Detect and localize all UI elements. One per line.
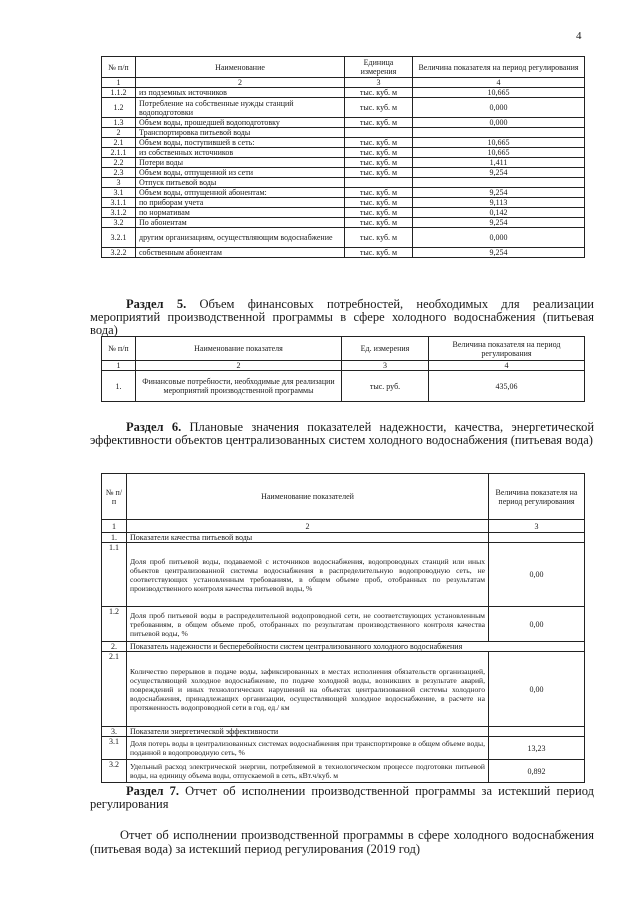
row-unit: тыс. куб. м — [345, 148, 413, 158]
row-number: 3.2.1 — [102, 228, 136, 248]
row-value: 9,113 — [413, 198, 585, 208]
column-header: Величина показателя на период регулирования — [413, 57, 585, 78]
row-name: Удельный расход электрической энергии, потребляемой в технологическом процессе подготовки питьевой воды, на единицу объема воды, отпускаемой в сеть, кВт.ч/куб. м — [127, 760, 489, 783]
row-number: 2.3 — [102, 168, 136, 178]
row-value: 9,254 — [413, 218, 585, 228]
row-value: 9,254 — [413, 188, 585, 198]
table-row — [102, 371, 585, 402]
table-row — [102, 158, 585, 168]
row-unit: тыс. куб. м — [345, 168, 413, 178]
column-header: Величина показателя на период регулирования — [489, 474, 585, 520]
column-header: Наименование показателя — [136, 337, 342, 361]
column-number: 1 — [102, 361, 136, 371]
row-value: 1,411 — [413, 158, 585, 168]
table-row — [102, 218, 585, 228]
column-header: Единица измерения — [345, 57, 413, 78]
row-name: Доля проб питьевой воды в распределительной водопроводной сети, не соответствующих установленным требованиям, в общем объеме проб, отобранных по результатам производственного контроля качества питьевой воды, % — [127, 607, 489, 642]
table-row — [102, 118, 585, 128]
row-value: 0,00 — [489, 607, 585, 642]
row-name: Объем воды, поступившей в сеть: — [136, 138, 345, 148]
section-5-heading — [90, 298, 594, 337]
row-number: 1.3 — [102, 118, 136, 128]
table-row — [102, 607, 585, 642]
row-unit: тыс. куб. м — [345, 188, 413, 198]
column-number: 2 — [136, 78, 345, 88]
row-unit: тыс. куб. м — [345, 118, 413, 128]
row-number: 3.1 — [102, 188, 136, 198]
section-5-label: Раздел 5. — [126, 297, 187, 311]
table-row — [102, 727, 585, 737]
section-7-label: Раздел 7. — [126, 784, 180, 798]
row-number: 1. — [102, 533, 127, 543]
section-6-label: Раздел 6. — [126, 420, 182, 434]
column-header: Наименование показателей — [127, 474, 489, 520]
column-number: 1 — [102, 78, 136, 88]
row-number: 1.1 — [102, 543, 127, 607]
section-title: Показатели качества питьевой воды — [127, 533, 489, 543]
table-row — [102, 188, 585, 198]
row-name: по приборам учета — [136, 198, 345, 208]
row-number: 2.2 — [102, 158, 136, 168]
row-unit: тыс. куб. м — [345, 138, 413, 148]
column-header: № п/п — [102, 57, 136, 78]
section-5-text: Объем финансовых потребностей, необходимых для реализации мероприятий производственной программы в сфере холодного водоснабжения (питьевая вода) — [90, 297, 594, 337]
row-name: Доля проб питьевой воды, подаваемой с источников водоснабжения, водопроводных станций или иных объектов централизованной системы водоснабжения в распределительную водопроводную сеть, не соответствующих установленным требованиям, в общем объеме проб, отобранных по результатам производственного контроля качества питьевой воды, % — [127, 543, 489, 607]
row-name: Объем воды, прошедшей водоподготовку — [136, 118, 345, 128]
row-value — [489, 727, 585, 737]
table-row — [102, 543, 585, 607]
table-row — [102, 98, 585, 118]
column-header: Величина показателя на период регулирования — [429, 337, 585, 361]
row-number: 1.1.2 — [102, 88, 136, 98]
section-6-text: Плановые значения показателей надежности, качества, энергетической эффективности объектов централизованных систем холодного водоснабжения (питьевая вода) — [90, 420, 595, 447]
row-value — [489, 533, 585, 543]
row-value: 0,142 — [413, 208, 585, 218]
table-row — [102, 760, 585, 783]
column-header: Наименование — [136, 57, 345, 78]
table-row — [102, 228, 585, 248]
table-row — [102, 178, 585, 188]
column-number: 2 — [127, 520, 489, 533]
row-name: из собственных источников — [136, 148, 345, 158]
row-name: Потери воды — [136, 158, 345, 168]
row-name: Объем воды, отпущенной из сети — [136, 168, 345, 178]
row-number: 2 — [102, 128, 136, 138]
column-number: 4 — [429, 361, 585, 371]
row-value: 435,06 — [429, 371, 585, 402]
column-header: № п/п — [102, 337, 136, 361]
column-number: 3 — [342, 361, 429, 371]
financial-needs-table — [101, 336, 585, 402]
row-value: 9,254 — [413, 168, 585, 178]
table-row — [102, 138, 585, 148]
row-unit: тыс. куб. м — [345, 198, 413, 208]
row-number: 1. — [102, 371, 136, 402]
row-value: 0,00 — [489, 543, 585, 607]
row-name: Отпуск питьевой воды — [136, 178, 345, 188]
row-value: 10,665 — [413, 138, 585, 148]
row-number: 3.2 — [102, 760, 127, 783]
column-number: 2 — [136, 361, 342, 371]
row-number: 2.1.1 — [102, 148, 136, 158]
row-value: 0,000 — [413, 118, 585, 128]
table-row — [102, 148, 585, 158]
table-row — [102, 88, 585, 98]
row-unit: тыс. руб. — [342, 371, 429, 402]
row-name: Количество перерывов в подаче воды, зафиксированных в местах исполнения обязательств организацией, осуществляющей холодное водоснабжение, по подаче холодной воды, возникших в результате аварий, повреждений и иных технологических нарушений на объектах централизованной системы холодного водоснабжения, принадлежащих организации, осуществляющей холодное водоснабжение, в расчете на протяженность водопроводной сети в год, ед./ км — [127, 652, 489, 727]
row-value: 0,000 — [413, 228, 585, 248]
row-number: 3.2.2 — [102, 248, 136, 258]
row-number: 3.1.1 — [102, 198, 136, 208]
table-row — [102, 652, 585, 727]
row-name: По абонентам — [136, 218, 345, 228]
column-header: Ед. измерения — [342, 337, 429, 361]
row-unit: тыс. куб. м — [345, 218, 413, 228]
row-value: 13,23 — [489, 737, 585, 760]
page-number: 4 — [576, 30, 582, 42]
row-number: 3.1.2 — [102, 208, 136, 218]
table-row — [102, 208, 585, 218]
row-unit — [345, 178, 413, 188]
row-unit: тыс. куб. м — [345, 98, 413, 118]
column-header: № п/п — [102, 474, 127, 520]
table-row — [102, 642, 585, 652]
row-unit: тыс. куб. м — [345, 208, 413, 218]
row-number: 1.2 — [102, 98, 136, 118]
row-name: Транспортировка питьевой воды — [136, 128, 345, 138]
row-number: 2. — [102, 642, 127, 652]
row-value: 10,665 — [413, 88, 585, 98]
row-name: из подземных источников — [136, 88, 345, 98]
column-number: 3 — [345, 78, 413, 88]
table-row — [102, 533, 585, 543]
section-6-heading — [90, 421, 594, 447]
row-number: 1.2 — [102, 607, 127, 642]
row-name: Объем воды, отпущенной абонентам: — [136, 188, 345, 198]
row-value: 9,254 — [413, 248, 585, 258]
section-7-text: Отчет об исполнении производственной программы за истекший период регулирования — [90, 784, 594, 811]
row-number: 2.1 — [102, 652, 127, 727]
row-number: 3 — [102, 178, 136, 188]
row-name: Финансовые потребности, необходимые для реализации мероприятий производственной программы — [136, 371, 342, 402]
row-value: 10,665 — [413, 148, 585, 158]
row-value: 0,00 — [489, 652, 585, 727]
row-value — [413, 128, 585, 138]
section-title: Показатель надежности и бесперебойности систем централизованного холодного водоснабжения — [127, 642, 585, 652]
column-number: 3 — [489, 520, 585, 533]
table-row — [102, 248, 585, 258]
table-row — [102, 128, 585, 138]
row-number: 3. — [102, 727, 127, 737]
reliability-indicators-table — [101, 473, 585, 783]
row-number: 3.2 — [102, 218, 136, 228]
table-row — [102, 737, 585, 760]
production-volume-table — [101, 56, 585, 258]
row-unit: тыс. куб. м — [345, 88, 413, 98]
row-unit: тыс. куб. м — [345, 158, 413, 168]
row-number: 2.1 — [102, 138, 136, 148]
row-unit: тыс. куб. м — [345, 228, 413, 248]
row-name: Доля потерь воды в централизованных системах водоснабжения при транспортировке в общем объеме воды, поданной в водопроводную сеть, % — [127, 737, 489, 760]
column-number: 1 — [102, 520, 127, 533]
row-number: 3.1 — [102, 737, 127, 760]
table-row — [102, 198, 585, 208]
table-row — [102, 168, 585, 178]
row-name: Потребление на собственные нужды станций водоподготовки — [136, 98, 345, 118]
row-name: по нормативам — [136, 208, 345, 218]
column-number: 4 — [413, 78, 585, 88]
row-unit — [345, 128, 413, 138]
closing-paragraph: Отчет об исполнении производственной программы в сфере холодного водоснабжения (питьевая вода) за истекший период регулирования (2019 год) — [90, 828, 594, 856]
row-unit: тыс. куб. м — [345, 248, 413, 258]
section-7-heading — [90, 785, 594, 811]
row-name: другим организациям, осуществляющим водоснабжение — [136, 228, 345, 248]
row-value: 0,000 — [413, 98, 585, 118]
row-name: собственным абонентам — [136, 248, 345, 258]
row-value: 0,892 — [489, 760, 585, 783]
row-value — [413, 178, 585, 188]
section-title: Показатели энергетической эффективности — [127, 727, 489, 737]
